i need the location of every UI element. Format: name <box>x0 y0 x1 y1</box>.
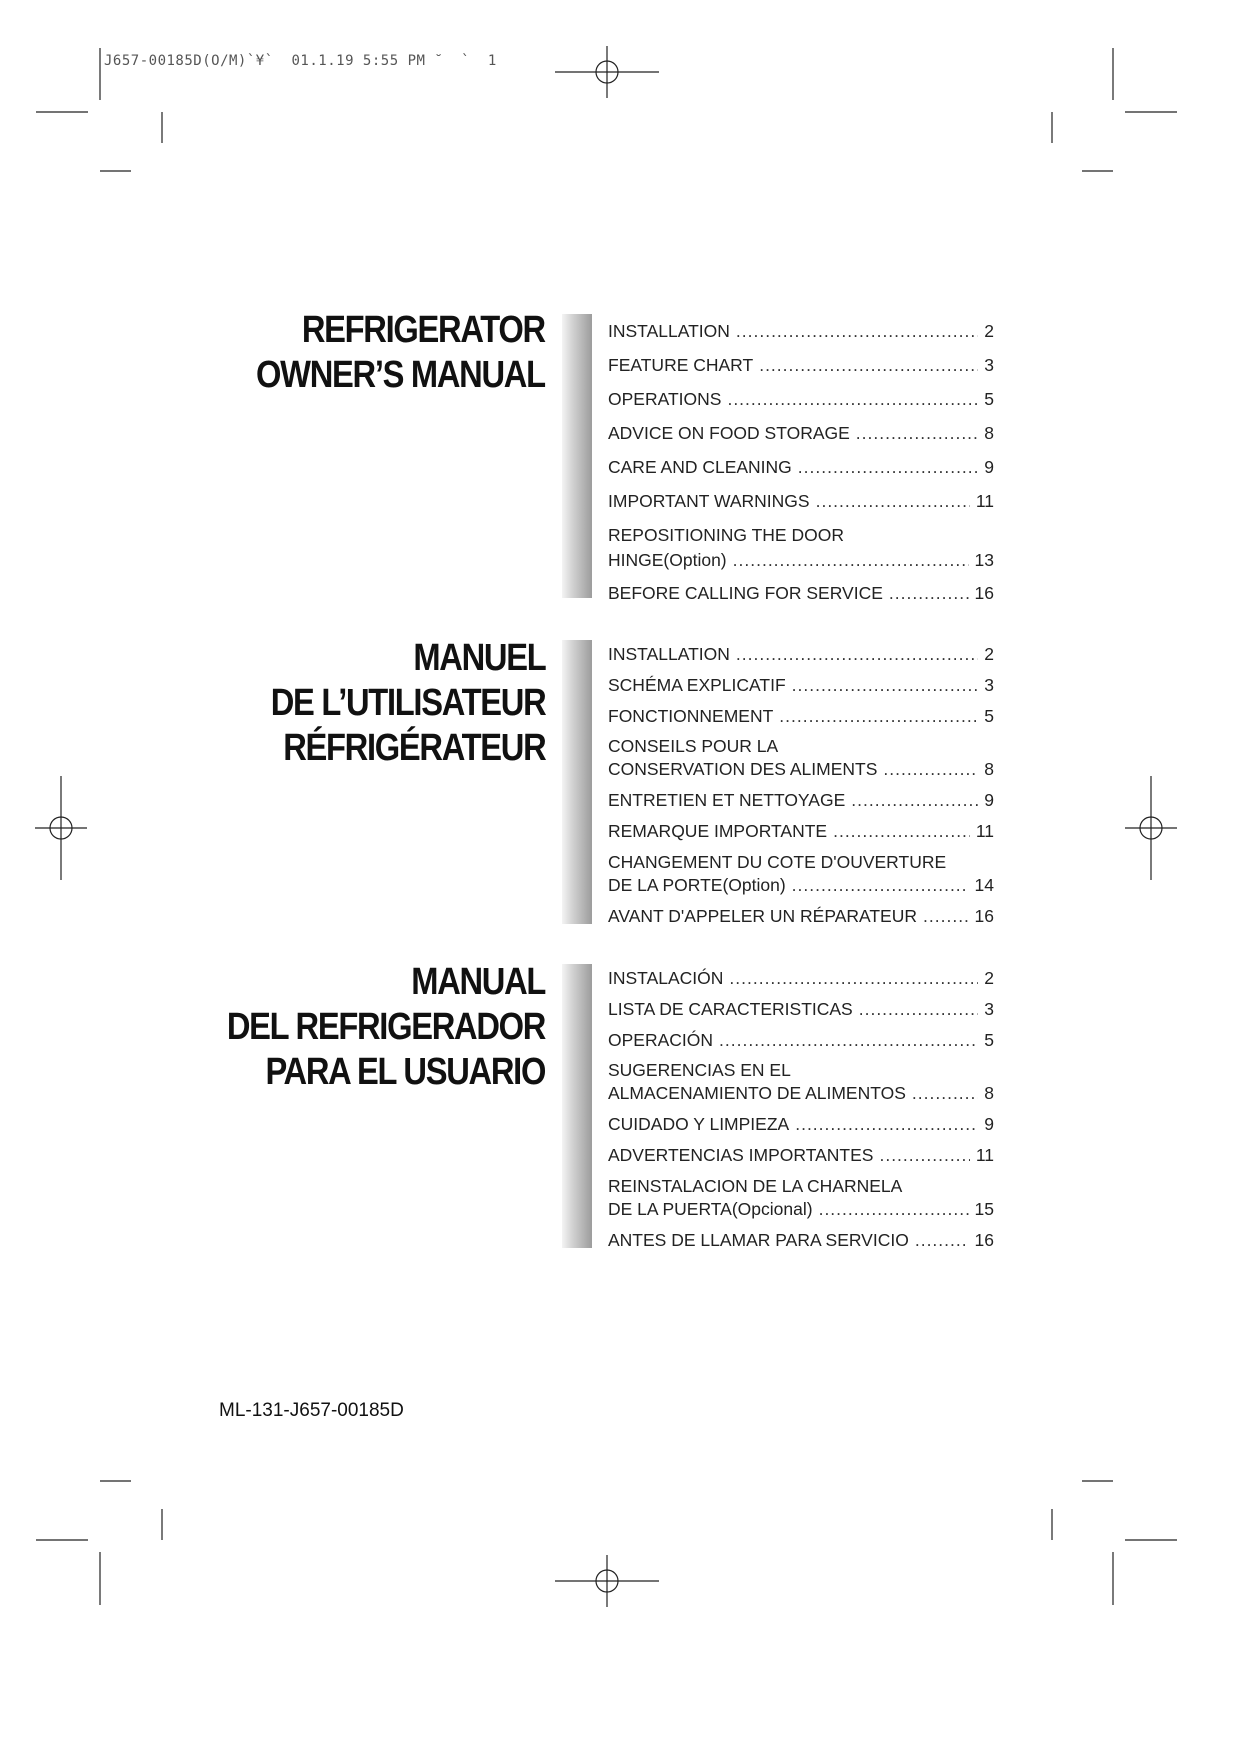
toc-entry[interactable]: SCHÉMA EXPLICATIF ..... 3 <box>608 665 994 696</box>
toc-entry[interactable]: CUIDADO Y LIMPIEZA ..... 9 <box>608 1104 994 1135</box>
toc-entry[interactable]: ADVICE ON FOOD STORAGE ..... 8 <box>608 410 994 444</box>
print-slug: J657-00185D(O/M)`¥` 01.1.19 5:55 PM ˘ ` 1 <box>104 53 497 69</box>
toc-entry[interactable]: CHANGEMENT DU COTE D'OUVERTURE DE LA PORTE(Option) ..... 14 <box>608 842 994 896</box>
title-line: RÉFRIGÉRATEUR <box>282 727 545 769</box>
registration-mark-top <box>555 46 659 98</box>
toc-entry[interactable]: ENTRETIEN ET NETTOYAGE ..... 9 <box>608 780 994 811</box>
title-line: OWNER’S MANUAL <box>256 354 545 396</box>
title-line: PARA EL USUARIO <box>265 1051 545 1093</box>
section-french <box>0 636 1240 926</box>
title-line: DE L’UTILISATEUR <box>270 682 545 724</box>
title-line: DEL REFRIGERADOR <box>226 1006 545 1048</box>
toc-entry[interactable]: SUGERENCIAS EN EL ALMACENAMIENTO DE ALIMENTOS ..... 8 <box>608 1051 994 1104</box>
title-line: MANUEL <box>412 637 545 679</box>
section-spanish <box>0 960 1240 1250</box>
registration-mark-bottom <box>555 1555 659 1607</box>
title-line: REFRIGERATOR <box>302 309 545 351</box>
gradient-bar <box>562 964 592 1248</box>
toc-english <box>608 308 994 604</box>
toc-entry[interactable]: CONSEILS POUR LA CONSERVATION DES ALIMENTS ..... 8 <box>608 727 994 780</box>
toc-entry[interactable]: AVANT D'APPELER UN RÉPARATEUR ..... 16 <box>608 896 994 927</box>
toc-entry[interactable]: IMPORTANT WARNINGS ..... 11 <box>608 478 994 512</box>
toc-entry[interactable]: CARE AND CLEANING ..... 9 <box>608 444 994 478</box>
toc-entry[interactable]: LISTA DE CARACTERISTICAS ..... 3 <box>608 989 994 1020</box>
toc-entry[interactable]: ADVERTENCIAS IMPORTANTES ..... 11 <box>608 1135 994 1166</box>
toc-entry[interactable]: REINSTALACION DE LA CHARNELA DE LA PUERTA(Opcional) ..... 15 <box>608 1166 994 1220</box>
toc-entry[interactable]: BEFORE CALLING FOR SERVICE ..... 16 <box>608 571 994 604</box>
toc-entry[interactable]: REMARQUE IMPORTANTE ..... 11 <box>608 811 994 842</box>
toc-entry[interactable]: ANTES DE LLAMAR PARA SERVICIO ..... 16 <box>608 1220 994 1251</box>
toc-entry[interactable]: INSTALLATION ..... 2 <box>608 308 994 342</box>
toc-entry[interactable]: FEATURE CHART ..... 3 <box>608 342 994 376</box>
manual-title-spanish <box>175 960 545 1095</box>
model-code: ML-131-J657-00185D <box>219 1400 404 1421</box>
toc-entry[interactable]: INSTALACIÓN ..... 2 <box>608 960 994 989</box>
manual-title-french <box>226 636 545 771</box>
toc-entry[interactable]: REPOSITIONING THE DOOR HINGE(Option) ..... 13 <box>608 512 994 571</box>
manual-title-english <box>209 308 545 398</box>
gradient-bar <box>562 640 592 924</box>
toc-french <box>608 636 994 927</box>
gradient-bar <box>562 314 592 598</box>
toc-entry[interactable]: OPERACIÓN ..... 5 <box>608 1020 994 1051</box>
toc-spanish <box>608 960 994 1251</box>
title-line: MANUAL <box>411 961 545 1003</box>
toc-entry[interactable]: FONCTIONNEMENT ..... 5 <box>608 696 994 727</box>
section-english <box>0 308 1240 603</box>
toc-entry[interactable]: OPERATIONS ..... 5 <box>608 376 994 410</box>
toc-entry[interactable]: INSTALLATION ..... 2 <box>608 636 994 665</box>
